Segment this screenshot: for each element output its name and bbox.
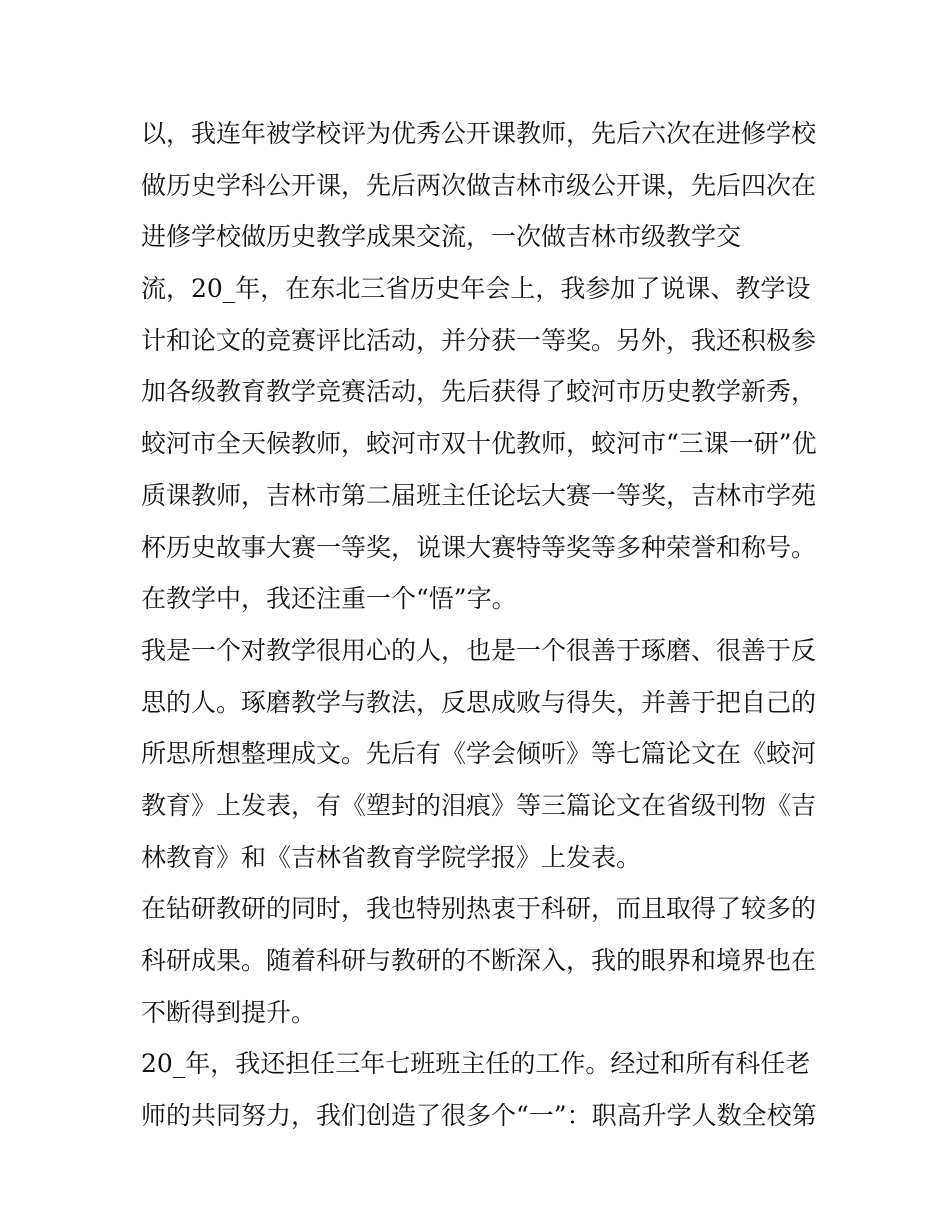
text-line: 计和论文的竞赛评比活动，并分获一等奖。另外，我还积极参 [141,325,817,355]
text-line: 质课教师，吉林市第二届班主任论坛大赛一等奖，吉林市学苑 [141,480,817,510]
text-line: 教育》上发表，有《塑封的泪痕》等三篇论文在省级刊物《吉 [141,790,817,820]
text-line: 蛟河市全天候教师，蛟河市双十优教师，蛟河市“三课一研”优 [141,429,817,459]
text-line: 林教育》和《吉林省教育学院学报》上发表。 [141,842,642,872]
text-line: 20_年，我还担任三年七班班主任的工作。经过和所有科任老 [141,1049,811,1079]
document-body [141,108,821,1142]
text-line: 在教学中，我还注重一个“悟”字。 [141,584,517,614]
text-line: 以，我连年被学校评为优秀公开课教师，先后六次在进修学校 [141,119,817,148]
text-line: 科研成果。随着科研与教研的不断深入，我的眼界和境界也在 [141,946,817,975]
text-line: 流，20_年，在东北三省历史年会上，我参加了说课、教学设 [141,274,811,304]
text-line: 加各级教育教学竞赛活动，先后获得了蛟河市历史教学新秀， [141,377,817,407]
text-line: 思的人。琢磨教学与教法，反思成败与得失，并善于把自己的 [141,687,817,717]
text-line: 做历史学科公开课，先后两次做吉林市级公开课，先后四次在 [141,170,817,200]
text-line: 杯历史故事大赛一等奖，说课大赛特等奖等多种荣誉和称号。 [141,532,817,562]
text-line: 我是一个对教学很用心的人，也是一个很善于琢磨、很善于反 [141,635,817,665]
text-line: 进修学校做历史教学成果交流，一次做吉林市级教学交 [141,222,742,252]
text-line: 师的共同努力，我们创造了很多个“一”：职高升学人数全校第 [141,1101,817,1131]
text-line: 所思所想整理成文。先后有《学会倾听》等七篇论文在《蛟河 [141,739,817,769]
text-line: 在钻研教研的同时，我也特别热衷于科研，而且取得了较多的 [141,894,817,924]
text-line: 不断得到提升。 [141,997,317,1027]
